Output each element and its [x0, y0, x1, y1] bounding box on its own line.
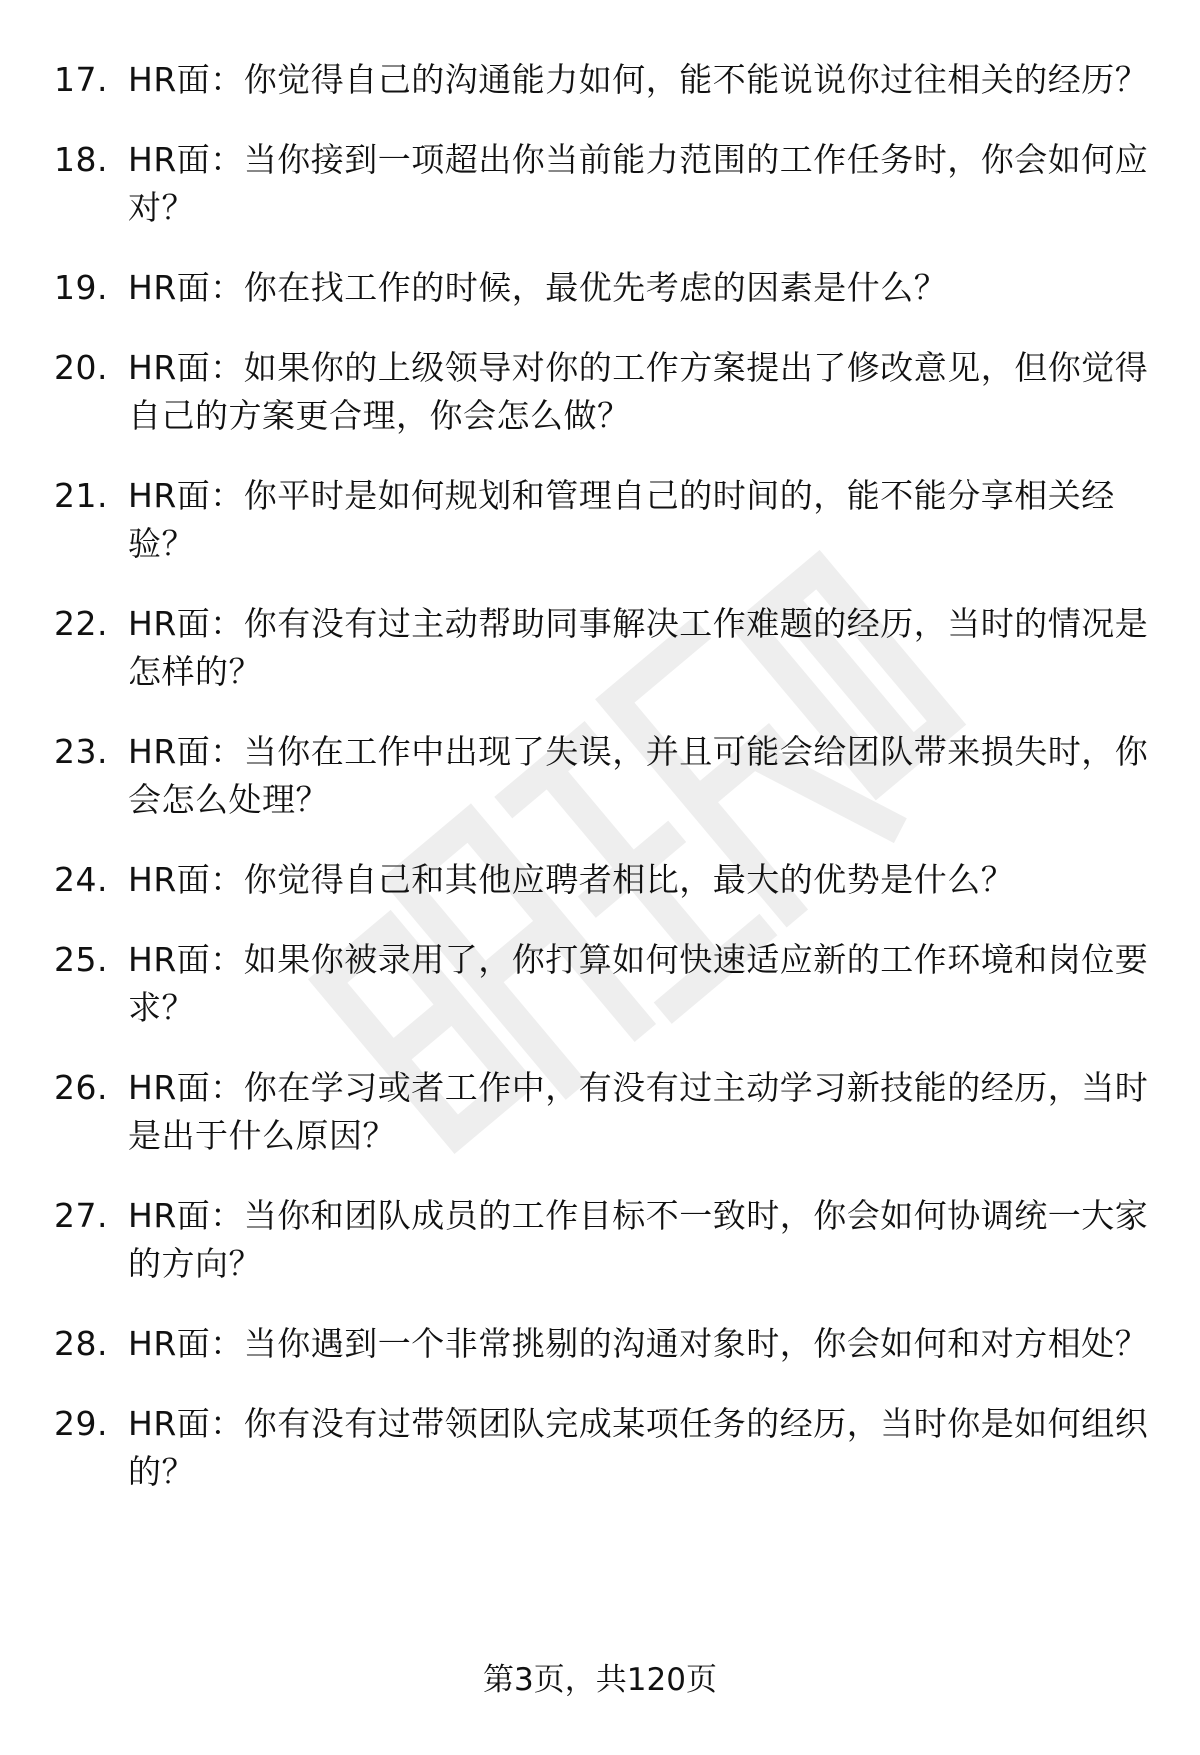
- question-number: 24.: [54, 860, 108, 899]
- list-item: [0, 56, 1200, 104]
- question-number: 21.: [54, 476, 108, 515]
- list-item: [0, 1064, 1200, 1160]
- question-number: 22.: [54, 604, 108, 643]
- question-number: 26.: [54, 1068, 108, 1107]
- list-item: [0, 472, 1200, 568]
- question-number: 25.: [54, 940, 108, 979]
- list-item: [0, 1400, 1200, 1496]
- question-text: HR面：你有没有过主动帮助同事解决工作难题的经历，当时的情况是怎样的？: [128, 604, 1149, 691]
- question-number: 29.: [54, 1404, 108, 1443]
- question-text: HR面：你有没有过带领团队完成某项任务的经历，当时你是如何组织的？: [128, 1404, 1149, 1491]
- page-number-label: 第3页，共120页: [483, 1662, 717, 1698]
- list-item: [0, 1320, 1200, 1368]
- list-item: [0, 264, 1200, 312]
- question-text: HR面：当你在工作中出现了失误，并且可能会给团队带来损失时，你会怎么处理？: [128, 732, 1149, 819]
- list-item: [0, 856, 1200, 904]
- question-text: HR面：你觉得自己的沟通能力如何，能不能说说你过往相关的经历？: [128, 60, 1149, 99]
- question-number: 27.: [54, 1196, 108, 1235]
- question-list: [0, 56, 1200, 1528]
- question-text: HR面：当你和团队成员的工作目标不一致时，你会如何协调统一大家的方向？: [128, 1196, 1149, 1283]
- question-number: 19.: [54, 268, 108, 307]
- question-text: HR面：你觉得自己和其他应聘者相比，最大的优势是什么？: [128, 860, 1015, 899]
- question-text: HR面：当你接到一项超出你当前能力范围的工作任务时，你会如何应对？: [128, 140, 1149, 227]
- question-text: HR面：你在学习或者工作中，有没有过主动学习新技能的经历，当时是出于什么原因？: [128, 1068, 1149, 1155]
- question-number: 23.: [54, 732, 108, 771]
- list-item: [0, 1192, 1200, 1288]
- list-item: [0, 936, 1200, 1032]
- question-number: 20.: [54, 348, 108, 387]
- page-footer: [0, 1660, 1200, 1700]
- question-text: HR面：你在找工作的时候，最优先考虑的因素是什么？: [128, 268, 948, 307]
- question-number: 28.: [54, 1324, 108, 1363]
- list-item: [0, 136, 1200, 232]
- question-text: HR面：如果你的上级领导对你的工作方案提出了修改意见，但你觉得自己的方案更合理，你会怎么做？: [128, 348, 1149, 435]
- question-number: 18.: [54, 140, 108, 179]
- list-item: [0, 344, 1200, 440]
- list-item: [0, 600, 1200, 696]
- question-text: HR面：你平时是如何规划和管理自己的时间的，能不能分享相关经验？: [128, 476, 1115, 563]
- question-text: HR面：当你遇到一个非常挑剔的沟通对象时，你会如何和对方相处？: [128, 1324, 1149, 1363]
- list-item: [0, 728, 1200, 824]
- question-number: 17.: [54, 60, 108, 99]
- question-text: HR面：如果你被录用了，你打算如何快速适应新的工作环境和岗位要求？: [128, 940, 1149, 1027]
